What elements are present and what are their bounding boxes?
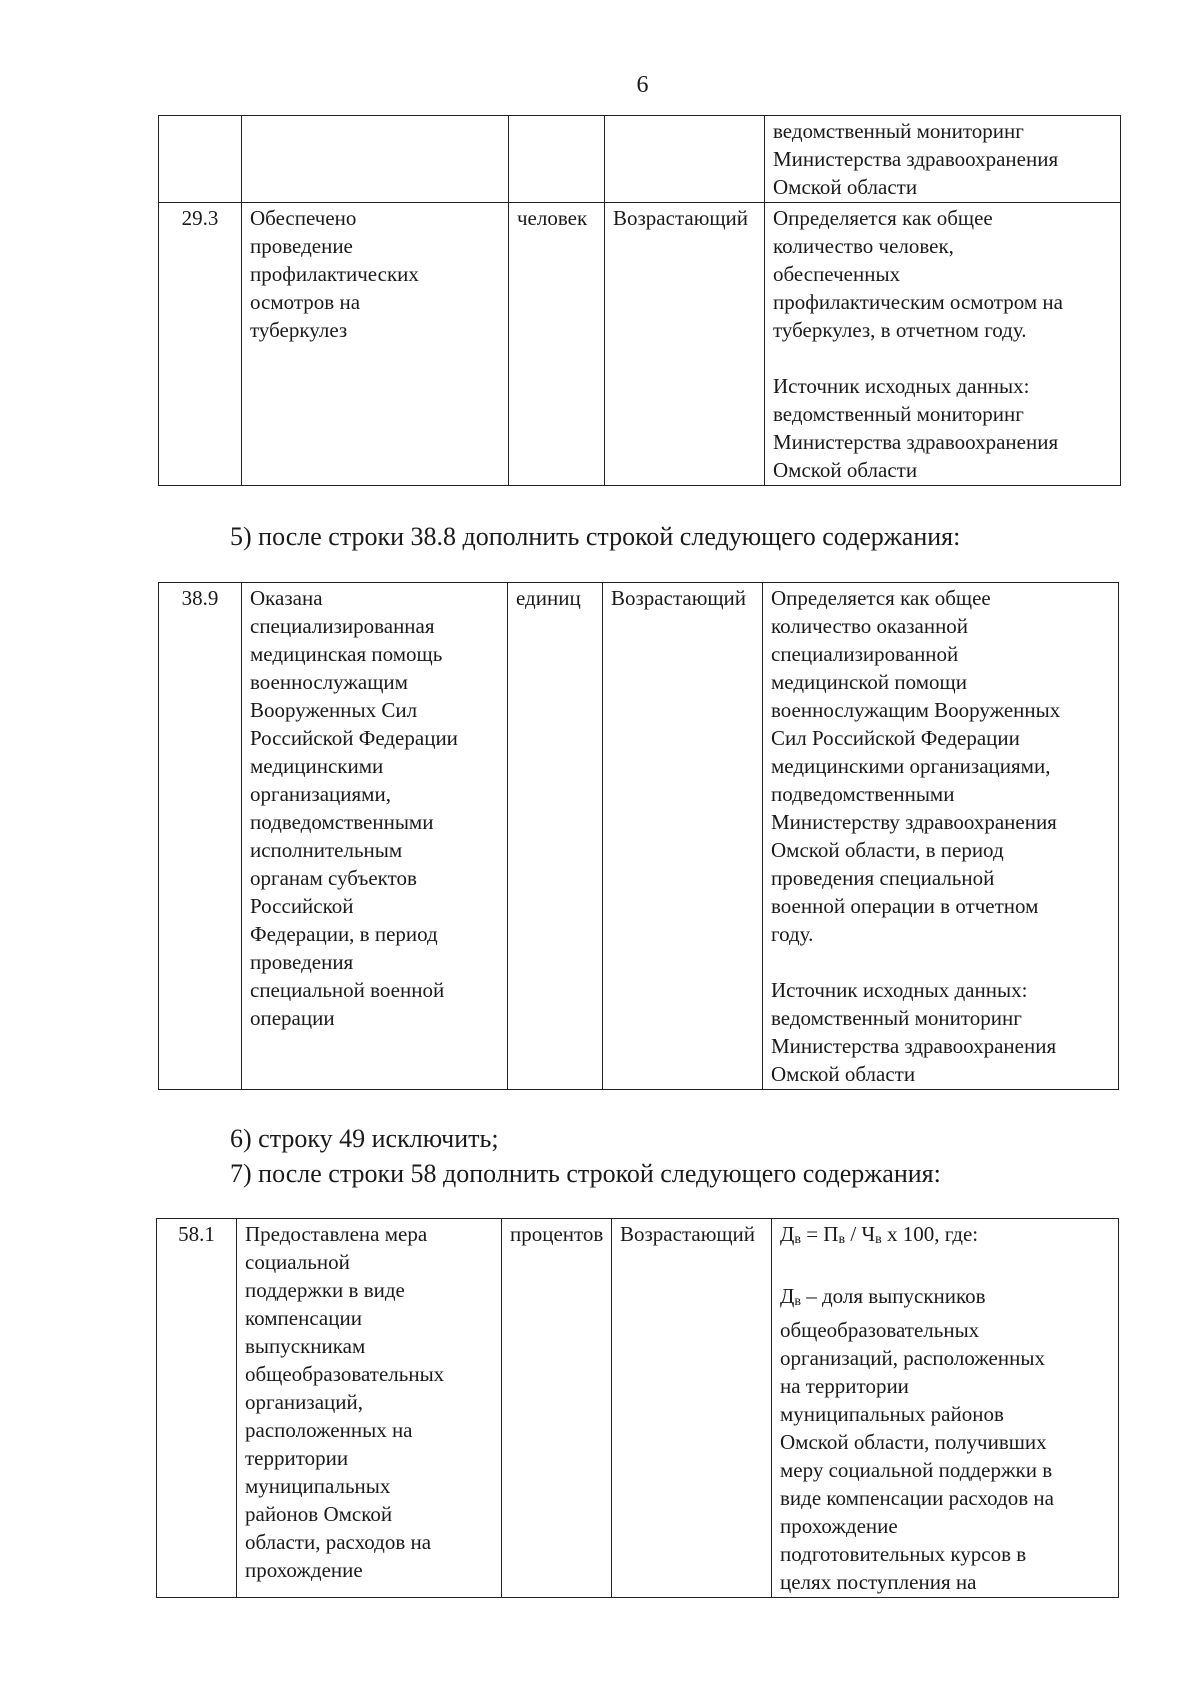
formula-tail: x 100, где: [881,1222,979,1246]
cell-trend [605,116,765,203]
cell-description: ведомственный мониторинг Министерства здравоохранения Омской области [765,116,1121,203]
cell-trend: Возрастающий [603,583,763,1090]
table-row-58-1 [157,1219,1119,1598]
description-text: Определяется как общее количество оказанной специализированной медицинской помощи военнослужащим Вооруженных Сил Российской Федерации медицинскими организациями, подведомственными Министерству здравоохранения Омской области, в период проведения специальной военной операции в отчетном году. [771,586,1061,946]
cell-indicator-name: Предоставлена мера социальной поддержки в виде компенсации выпускникам общеобразовательных организаций, расположенных на территории муниципальных районов Омской области, расходов на прохождение [237,1219,502,1598]
formula-p-sub: в [838,1232,846,1247]
cell-unit: человек [509,203,605,486]
data-source-text: Источник исходных данных: ведомственный мониторинг Министерства здравоохранения Омской области [773,374,1059,482]
paragraph-6: 6) строку 49 исключить; [230,1124,499,1153]
paragraph-5: 5) после строки 38.8 дополнить строкой следующего содержания: [230,522,961,551]
indicators-table-2 [158,582,1119,1090]
definition [780,1282,1110,1596]
page-number: 6 [636,72,649,98]
cell-number: 29.3 [159,203,242,486]
table-row-29-3 [159,203,1121,486]
formula-p: П [823,1222,839,1246]
cell-unit [509,116,605,203]
indicators-table-3 [156,1218,1119,1598]
formula-eq: = [800,1222,824,1246]
formula-div: / [845,1222,862,1246]
cell-number: 58.1 [157,1219,237,1598]
paragraph-7: 7) после строки 58 дополнить строкой следующего содержания: [230,1159,941,1188]
cell-indicator-name: Оказана специализированная медицинская помощь военнослужащим Вооруженных Сил Российской Федерации медицинскими организациями, подведомственными исполнительным органам субъектов Российской Федерации, в период проведения специальной военной операции [242,583,508,1090]
cell-trend: Возрастающий [605,203,765,486]
indicators-table-1 [158,115,1121,486]
cell-unit: процентов [502,1219,612,1598]
cell-trend: Возрастающий [612,1219,772,1598]
data-source-text: Источник исходных данных: ведомственный мониторинг Министерства здравоохранения Омской области [771,978,1057,1086]
cell-number: 38.9 [159,583,242,1090]
definition-symbol: Д [780,1284,795,1308]
cell-description [763,583,1119,1090]
formula-lhs: Д [780,1222,795,1246]
cell-indicator-name [242,116,509,203]
definition-symbol-sub: в [794,1294,801,1309]
cell-description [772,1219,1119,1598]
cell-number [159,116,242,203]
formula [780,1222,978,1246]
formula-ch-sub: в [875,1232,882,1247]
cell-unit: единиц [508,583,603,1090]
definition-text: – доля выпускников общеобразовательных организаций, расположенных на территории муниципальных районов Омской области, получивших меру социальной поддержки в виде компенсации расходов на прохождение подготовительных курсов в целях поступления на [780,1284,1054,1594]
cell-indicator-name: Обеспечено проведение профилактических осмотров на туберкулез [242,203,509,486]
description-text: Определяется как общее количество человек, обеспеченных профилактическим осмотром на туберкулез, в отчетном году. [773,206,1063,342]
table-row-continuation [159,116,1121,203]
cell-description [765,203,1121,486]
table-row-38-9 [159,583,1119,1090]
formula-ch: Ч [861,1222,876,1246]
formula-lhs-sub: в [794,1232,801,1247]
